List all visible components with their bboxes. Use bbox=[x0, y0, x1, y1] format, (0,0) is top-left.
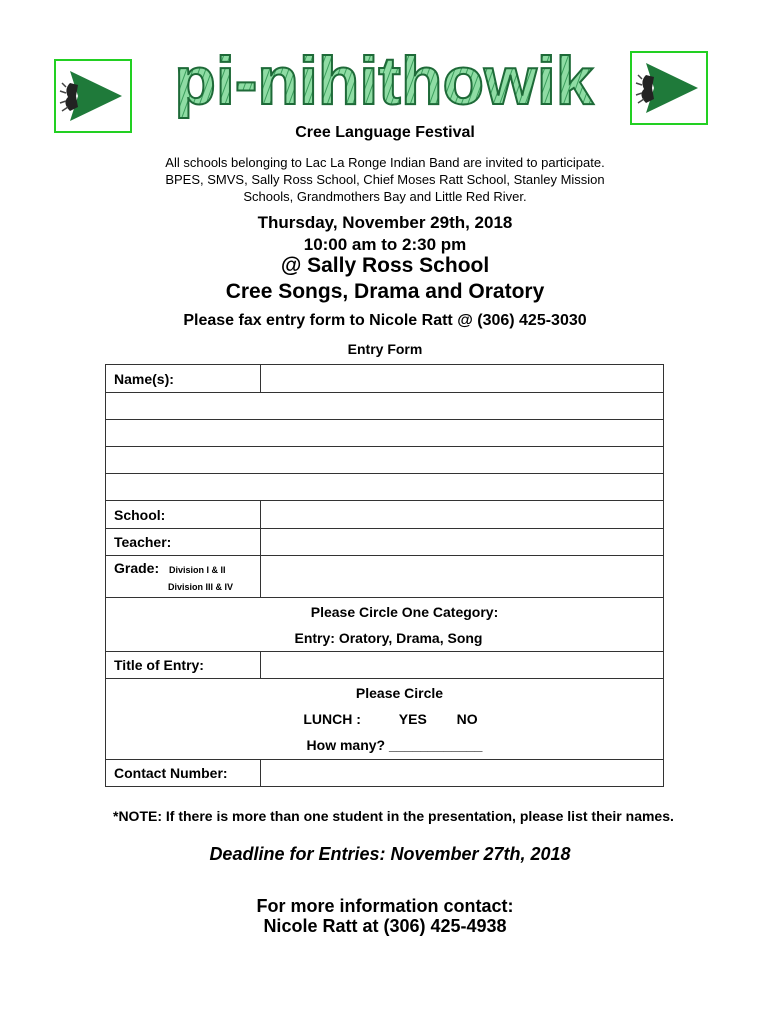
event-time: 10:00 am to 2:30 pm bbox=[303, 235, 467, 254]
invite-text bbox=[0, 154, 770, 205]
names-field[interactable] bbox=[261, 365, 664, 393]
contact-number-field[interactable] bbox=[261, 760, 664, 787]
fax-instructions: Please fax entry form to Nicole Ratt @ (306) 425-3030 bbox=[183, 312, 587, 329]
event-name: Cree Songs, Drama and Oratory bbox=[225, 280, 545, 303]
category-options[interactable]: Entry: Oratory, Drama, Song bbox=[294, 629, 483, 646]
lunch-row bbox=[118, 711, 663, 727]
invite-line: Schools, Grandmothers Bay and Little Red River. bbox=[243, 189, 527, 204]
title-art bbox=[172, 38, 596, 124]
lunch-cell bbox=[106, 679, 664, 760]
how-many-field[interactable]: How many? ____________ bbox=[306, 737, 483, 753]
lunch-yes-option[interactable]: YES bbox=[398, 711, 427, 727]
title-of-entry-label: Title of Entry: bbox=[106, 652, 261, 679]
invite-line: BPES, SMVS, Sally Ross School, Chief Moses Ratt School, Stanley Mission bbox=[165, 172, 605, 187]
event-venue: @ Sally Ross School bbox=[280, 254, 490, 277]
left-logo bbox=[54, 59, 132, 133]
names-label: Name(s): bbox=[106, 365, 261, 393]
names-extra-row[interactable] bbox=[106, 420, 664, 447]
category-heading: Please Circle One Category: bbox=[310, 603, 499, 620]
invite-line: All schools belonging to Lac La Ronge Indian Band are invited to participate. bbox=[165, 155, 605, 170]
division-2[interactable]: Division III & IV bbox=[168, 582, 234, 592]
form-title: Entry Form bbox=[347, 341, 423, 357]
names-extra-row[interactable] bbox=[106, 393, 664, 420]
lunch-heading: Please Circle bbox=[355, 685, 444, 701]
festival-title: Cree Language Festival bbox=[295, 124, 475, 141]
school-label: School: bbox=[106, 501, 261, 529]
contact-number-label: Contact Number: bbox=[106, 760, 261, 787]
lunch-no-option[interactable]: NO bbox=[456, 711, 478, 727]
title-art-text: pi-nihithowik bbox=[174, 43, 594, 119]
right-logo bbox=[630, 51, 708, 125]
entry-form-table bbox=[105, 364, 664, 787]
names-extra-row[interactable] bbox=[106, 447, 664, 474]
lunch-label: LUNCH : bbox=[303, 711, 361, 727]
contact-line: Nicole Ratt at (306) 425-4938 bbox=[263, 916, 507, 936]
grade-field[interactable] bbox=[261, 556, 664, 598]
grade-label: Grade: bbox=[114, 560, 160, 576]
names-extra-row[interactable] bbox=[106, 474, 664, 501]
grade-cell bbox=[106, 556, 261, 598]
more-info: For more information contact: bbox=[256, 896, 514, 916]
event-date: Thursday, November 29th, 2018 bbox=[257, 213, 513, 232]
school-field[interactable] bbox=[261, 501, 664, 529]
deadline: Deadline for Entries: November 27th, 2018 bbox=[209, 844, 571, 864]
note: *NOTE: If there is more than one student in the presentation, please list their names. bbox=[113, 808, 674, 824]
teacher-field[interactable] bbox=[261, 529, 664, 556]
division-1[interactable]: Division I & II bbox=[169, 565, 226, 575]
title-of-entry-field[interactable] bbox=[261, 652, 664, 679]
arrow-logo-icon bbox=[56, 61, 130, 131]
teacher-label: Teacher: bbox=[106, 529, 261, 556]
arrow-logo-icon bbox=[632, 53, 706, 123]
category-cell bbox=[106, 598, 664, 652]
